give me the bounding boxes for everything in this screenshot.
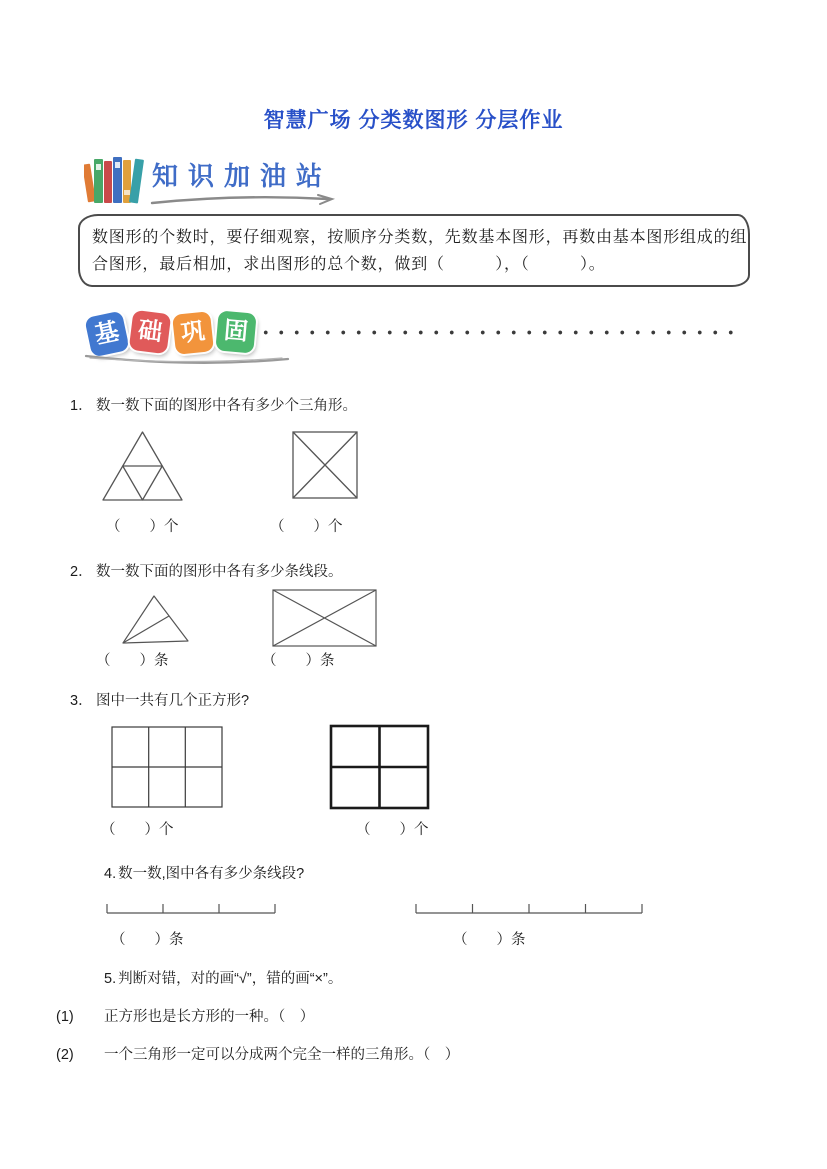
- judge-item-1: [56, 1005, 314, 1026]
- question-1-text: 数一数下面的图形中各有多少个三角形。: [96, 398, 357, 414]
- question-5-number: 5.: [104, 971, 117, 987]
- answer-blank: （ ）个: [356, 822, 429, 838]
- books-icon: [84, 150, 146, 206]
- answer-blank: （ ）个: [270, 519, 343, 535]
- underline-swoosh-icon: [150, 192, 340, 208]
- tip-text-line1: 数图形的个数时，要仔细观察，按顺序分类数，先数基本图形，再数由基本图形组成的组: [92, 229, 748, 246]
- knowledge-station-header: [84, 148, 384, 208]
- answer-blank: （ ）个: [101, 822, 174, 838]
- knowledge-station-label: 知识加油站: [152, 161, 333, 191]
- answer-blank: （ ）条: [453, 932, 526, 948]
- segment-3-parts-figure: [105, 899, 277, 917]
- judge-item-2: [56, 1043, 459, 1064]
- triangle-subdivided-figure: [100, 429, 185, 503]
- badge-tile: 巩: [172, 311, 214, 355]
- grid-3x2-figure: [111, 726, 223, 808]
- judge-item-2-text: 一个三角形一定可以分成两个完全一样的三角形。（ ）: [104, 1047, 460, 1063]
- question-5-text: 判断对错，对的画“√”，错的画“×”。: [118, 971, 343, 987]
- answer-blank: （ ）条: [96, 653, 169, 669]
- dotted-separator: [258, 329, 740, 336]
- badge-tile: 础: [129, 310, 172, 354]
- question-3-number: 3．: [70, 693, 93, 709]
- question-2-text: 数一数下面的图形中各有多少条线段。: [96, 564, 343, 580]
- question-4-number: 4.: [104, 866, 117, 882]
- question-4: [104, 862, 304, 883]
- answer-blank: （ ）条: [111, 932, 184, 948]
- badge-swoosh-icon: [82, 352, 292, 368]
- question-3: [70, 689, 249, 710]
- tip-text-line2: 合图形，最后相加，求出图形的总个数，做到（ ），（ ）。: [92, 256, 606, 273]
- judge-item-2-number: (2): [56, 1047, 74, 1063]
- segment-4-parts-figure: [414, 899, 644, 917]
- judge-item-1-text: 正方形也是长方形的一种。（ ）: [104, 1009, 315, 1025]
- grid-2x2-figure: [329, 724, 430, 810]
- question-5: [104, 967, 342, 988]
- badge-tile: 基: [84, 310, 129, 357]
- question-3-text: 图中一共有几个正方形?: [96, 693, 250, 709]
- tip-box: [78, 214, 750, 287]
- triangle-cevian-figure: [121, 594, 191, 646]
- judge-item-1-number: (1): [56, 1009, 74, 1025]
- square-diagonals-figure: [291, 430, 359, 500]
- section-badge: [86, 308, 306, 364]
- page-title: 智慧广场 分类数图形 分层作业: [263, 109, 564, 132]
- question-1-number: 1．: [70, 398, 93, 414]
- question-4-text: 数一数,图中各有多少条线段?: [118, 866, 305, 882]
- rectangle-diagonals-figure: [271, 588, 378, 648]
- answer-blank: （ ）条: [262, 653, 335, 669]
- badge-tile: 固: [215, 310, 256, 353]
- question-1: [70, 394, 357, 415]
- question-2: [70, 560, 343, 581]
- question-2-number: 2．: [70, 564, 93, 580]
- answer-blank: （ ）个: [106, 519, 179, 535]
